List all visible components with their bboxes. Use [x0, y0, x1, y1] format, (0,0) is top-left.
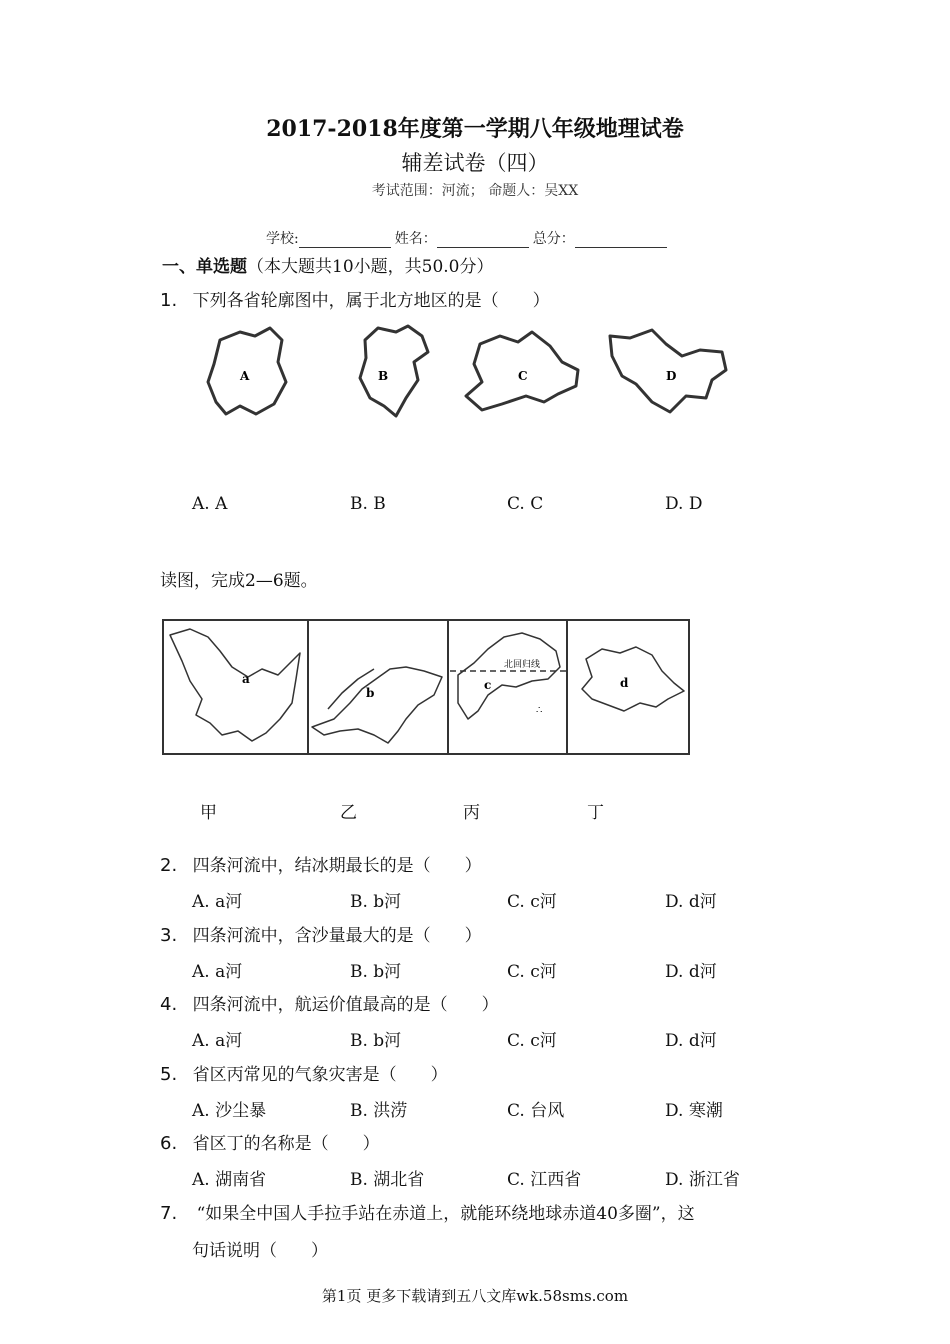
question-number: 7.	[160, 1203, 178, 1224]
question-text-line1: “如果全中国人手拉手站在赤道上，就能环绕地球赤道40多圈”，这	[196, 1204, 695, 1224]
question-number: 1.	[160, 290, 178, 311]
question-text: 四条河流中，结冰期最长的是（ ）	[192, 856, 482, 876]
question-7	[160, 1199, 695, 1224]
question-text: 下列各省轮廓图中，属于北方地区的是（ ）	[192, 291, 550, 311]
question-number: 3.	[160, 925, 178, 946]
exam-meta: 考试范围：河流； 命题人：吴XX	[371, 183, 579, 199]
q4-option-d[interactable]: D. d河	[665, 1031, 717, 1051]
section-title: 一、单选题	[162, 257, 247, 277]
caption-jia: 甲	[200, 803, 217, 823]
q6-option-d[interactable]: D. 浙江省	[665, 1170, 740, 1190]
caption-bing: 丙	[463, 803, 480, 823]
section-note: （本大题共10小题，共50.0分）	[247, 257, 494, 277]
q6-option-a[interactable]: A. 湖南省	[192, 1170, 267, 1190]
province-outline-b	[360, 326, 428, 416]
question-text-line2: 句话说明（ ）	[192, 1241, 328, 1261]
panel-c-outline	[458, 633, 560, 719]
question-text: 省区丙常见的气象灾害是（ ）	[192, 1065, 448, 1085]
question-2	[160, 851, 482, 876]
map-label-c: C	[518, 369, 528, 383]
panel-d-outline	[582, 647, 684, 711]
q3-option-a[interactable]: A. a河	[192, 962, 243, 982]
panel-a-outline	[170, 629, 300, 741]
score-blank	[575, 233, 667, 248]
q2-option-a[interactable]: A. a河	[192, 892, 243, 912]
q1-option-b[interactable]: B. B	[350, 494, 386, 514]
score-label: 总分：	[532, 231, 575, 247]
question-text: 省区丁的名称是（ ）	[192, 1134, 380, 1154]
tropic-label: 北回归线	[504, 660, 541, 670]
q5-option-b[interactable]: B. 洪涝	[350, 1101, 408, 1121]
school-blank	[299, 233, 391, 248]
q4-option-c[interactable]: C. c河	[507, 1031, 557, 1051]
q6-option-b[interactable]: B. 湖北省	[350, 1170, 425, 1190]
q4-option-b[interactable]: B. b河	[350, 1031, 402, 1051]
map-label-d: D	[666, 369, 677, 383]
caption-yi: 乙	[340, 803, 357, 823]
q1-option-c[interactable]: C. C	[507, 494, 544, 514]
river-maps-figure	[162, 619, 690, 757]
caption-ding: 丁	[587, 803, 604, 823]
map-label-a: A	[240, 369, 250, 383]
q2-option-d[interactable]: D. d河	[665, 892, 717, 912]
name-blank	[437, 233, 529, 248]
q2-option-b[interactable]: B. b河	[350, 892, 402, 912]
question-number: 4.	[160, 994, 178, 1015]
panel-label-b: b	[366, 686, 375, 700]
panel-label-a: a	[242, 672, 250, 686]
name-label: 姓名：	[394, 231, 437, 247]
page-subtitle: 辅差试卷（四）	[401, 151, 549, 175]
page-footer: 第1页 更多下载请到五八文库wk.58sms.com	[321, 1287, 629, 1305]
q5-option-c[interactable]: C. 台风	[507, 1101, 565, 1121]
school-label: 学校:	[266, 231, 299, 247]
reading-prompt: 读图，完成2—6题。	[160, 571, 318, 591]
question-number: 2.	[160, 855, 178, 876]
q3-option-d[interactable]: D. d河	[665, 962, 717, 982]
page-title: 2017-2018年度第一学期八年级地理试卷	[266, 116, 684, 142]
section-heading	[162, 252, 493, 277]
question-6	[160, 1129, 380, 1154]
question-number: 5.	[160, 1064, 178, 1085]
question-text: 四条河流中，含沙量最大的是（ ）	[192, 926, 482, 946]
question-5	[160, 1060, 448, 1085]
q1-option-a[interactable]: A. A	[192, 494, 228, 514]
q5-option-a[interactable]: A. 沙尘暴	[192, 1101, 267, 1121]
q6-option-c[interactable]: C. 江西省	[507, 1170, 582, 1190]
q2-option-c[interactable]: C. c河	[507, 892, 557, 912]
q5-option-d[interactable]: D. 寒潮	[665, 1101, 723, 1121]
question-4	[160, 990, 499, 1015]
student-info-line	[266, 228, 671, 248]
question-number: 6.	[160, 1133, 178, 1154]
panel-label-d: d	[620, 676, 629, 690]
q4-option-a[interactable]: A. a河	[192, 1031, 243, 1051]
q3-option-b[interactable]: B. b河	[350, 962, 402, 982]
panel-label-c: c	[484, 678, 492, 692]
q1-option-d[interactable]: D. D	[665, 494, 703, 514]
province-outline-maps	[200, 322, 760, 422]
q3-option-c[interactable]: C. c河	[507, 962, 557, 982]
question-text: 四条河流中，航运价值最高的是（ ）	[192, 995, 499, 1015]
question-1	[160, 286, 550, 311]
map-label-b: B	[378, 369, 389, 383]
islands-mark: ∴	[536, 705, 543, 716]
question-3	[160, 921, 482, 946]
